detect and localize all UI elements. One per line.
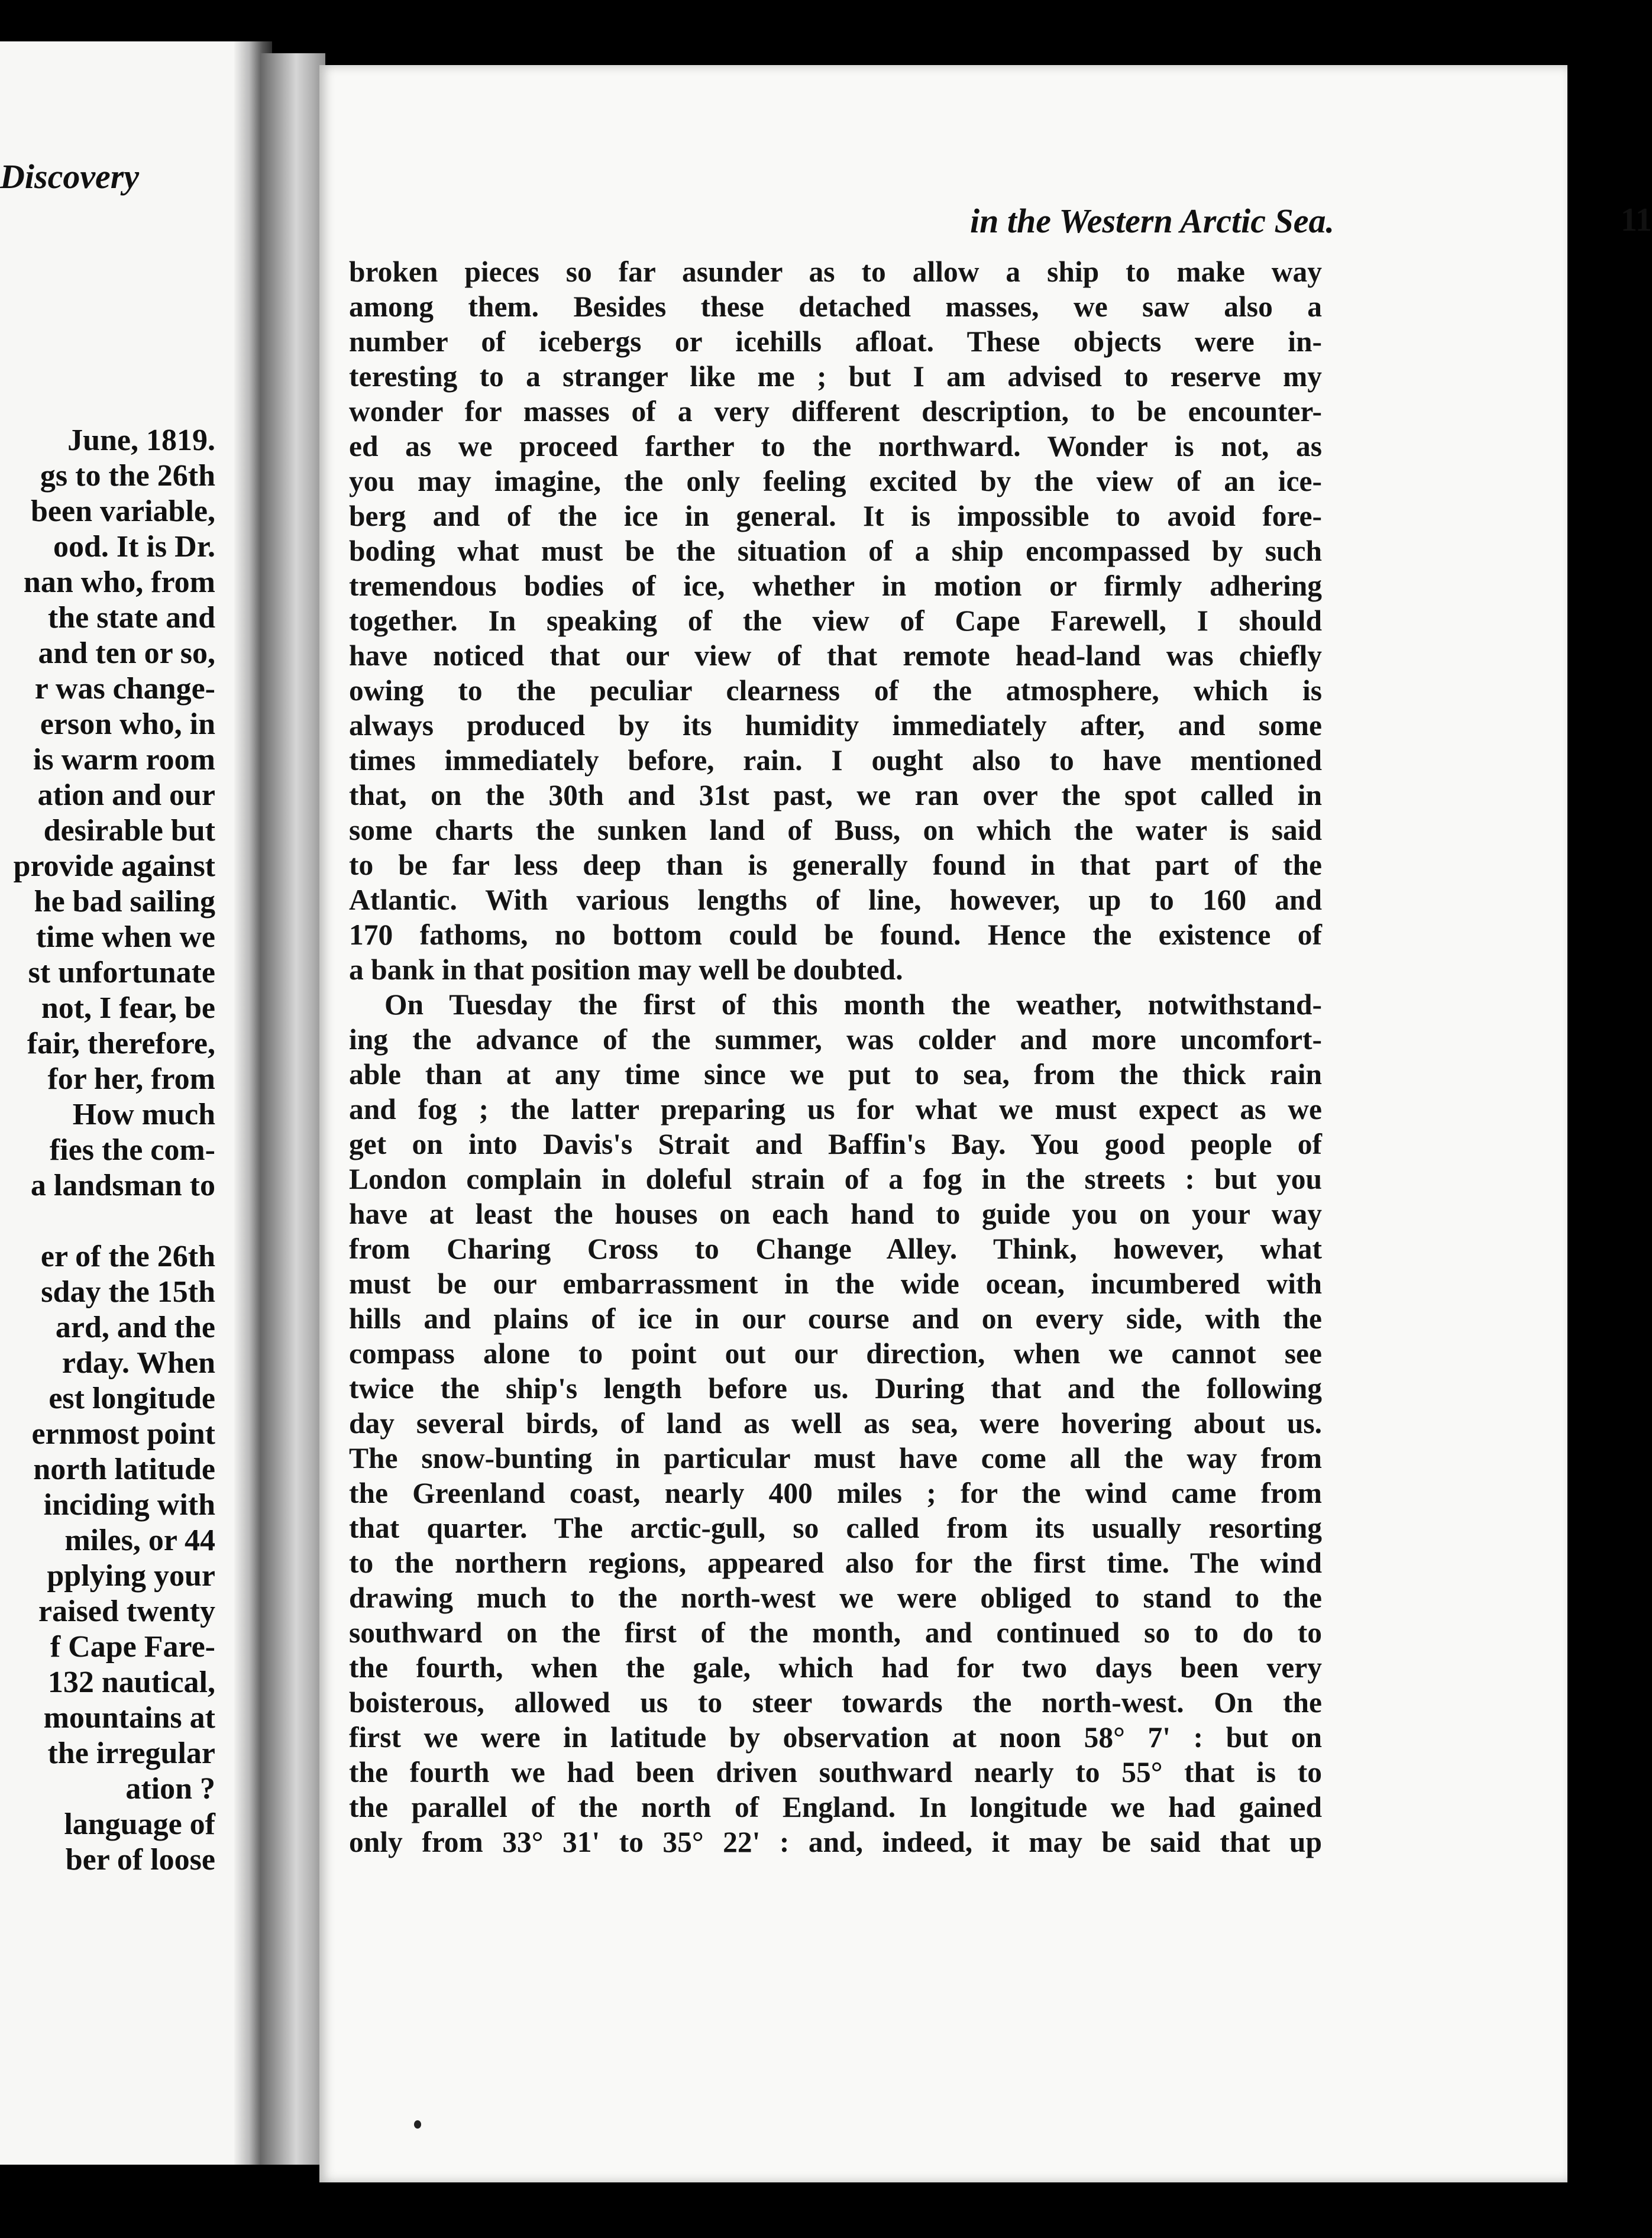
left-page-line: north latitude [33, 1453, 215, 1486]
text-line: day several birds, of land as well as sea, were hovering about us. [349, 1407, 1322, 1440]
text-line: to be far less deep than is generally found in that part of the [349, 849, 1322, 881]
text-line: must be our embarrassment in the wide ocean, incumbered with [349, 1267, 1322, 1300]
text-line: London complain in doleful strain of a fog in the streets : but you [349, 1163, 1322, 1195]
text-line: twice the ship's length before us. During that and the following [349, 1372, 1322, 1405]
left-page-line: How much [72, 1098, 215, 1131]
left-page-line: and ten or so, [38, 636, 215, 670]
left-page-line: is warm room [33, 743, 215, 777]
text-line: teresting to a stranger like me ; but I am advised to reserve my [349, 360, 1322, 393]
left-page-line: ber of loose [65, 1843, 215, 1877]
left-page-line: mountains at [43, 1701, 215, 1735]
text-line: from Charing Cross to Change Alley. Think, however, what [349, 1233, 1322, 1265]
left-page-line: er of the 26th [40, 1240, 215, 1273]
left-page-line: fies the com- [49, 1133, 215, 1167]
text-line: that quarter. The arctic-gull, so called from its usually resorting [349, 1512, 1322, 1544]
left-page-line: gs to the 26th [40, 459, 215, 493]
left-page-line: f Cape Fare- [50, 1630, 215, 1664]
left-page-line: 132 nautical, [47, 1665, 215, 1699]
left-page-line: st unfortunate [28, 956, 215, 989]
left-page-line: ation ? [125, 1772, 215, 1806]
left-page-text [14, 423, 215, 1878]
left-page-line: fair, therefore, [27, 1027, 215, 1060]
text-line: you may imagine, the only feeling excited by the view of an ice- [349, 465, 1322, 497]
left-page-line: sday the 15th [41, 1275, 215, 1309]
text-line: that, on the 30th and 31st past, we ran over the spot called in [349, 779, 1322, 811]
text-line: hills and plains of ice in our course and on every side, with the [349, 1302, 1322, 1335]
text-line: broken pieces so far asunder as to allow a ship to make way [349, 256, 1322, 288]
text-line: a bank in that position may well be doubted. [349, 953, 903, 986]
text-line: drawing much to the north-west we were obliged to stand to the [349, 1582, 1322, 1614]
text-line: times immediately before, rain. I ought also to have mentioned [349, 744, 1322, 777]
left-page-line: language of [64, 1807, 215, 1841]
text-line: together. In speaking of the view of Cape Farewell, I should [349, 604, 1322, 637]
left-page-line: for her, from [47, 1062, 215, 1096]
text-line: get on into Davis's Strait and Baffin's Bay. You good people of [349, 1128, 1322, 1160]
text-line: among them. Besides these detached masses, we saw also a [349, 290, 1322, 323]
left-page-line: he bad sailing [34, 885, 215, 919]
left-page-line: the state and [47, 601, 215, 635]
left-page-line: a landsman to [30, 1169, 215, 1202]
left-page-line: raised twenty [38, 1595, 215, 1628]
book-spine [260, 53, 325, 2165]
page-number: 11 [1621, 202, 1652, 238]
left-page-line [14, 1204, 215, 1239]
text-line: ing the advance of the summer, was colder and more uncomfort- [349, 1023, 1322, 1056]
text-line: the parallel of the north of England. In longitude we had gained [349, 1791, 1322, 1823]
left-page-line: miles, or 44 [64, 1524, 215, 1557]
left-page-line: desirable but [43, 814, 215, 848]
text-line: and fog ; the latter preparing us for what we must expect as we [349, 1093, 1322, 1126]
text-line: southward on the first of the month, and continued so to do to [349, 1616, 1322, 1649]
text-line: ed as we proceed farther to the northward. Wonder is not, as [349, 430, 1322, 463]
left-page-line: r was change- [34, 672, 215, 706]
text-line: Atlantic. With various lengths of line, however, up to 160 and [349, 884, 1322, 916]
text-line: 170 fathoms, no bottom could be found. Hence the existence of [349, 919, 1322, 951]
left-page-line: not, I fear, be [41, 991, 215, 1025]
text-line: tremendous bodies of ice, whether in motion or firmly adhering [349, 570, 1322, 602]
running-head [651, 201, 1652, 248]
right-page [319, 65, 1652, 2182]
left-page-line: ood. It is Dr. [53, 530, 215, 564]
left-page-line: provide against [13, 849, 215, 883]
text-line: wonder for masses of a very different description, to be encounter- [349, 395, 1322, 428]
left-page-line: ard, and the [55, 1311, 215, 1344]
left-page-line: been variable, [31, 494, 215, 528]
left-page-line: time when we [35, 920, 215, 954]
text-line: only from 33° 31' to 35° 22' : and, indeed, it may be said that up [349, 1826, 1322, 1858]
text-line: the fourth, when the gale, which had for two days been very [349, 1651, 1322, 1684]
left-page-line: June, 1819. [67, 423, 215, 457]
text-line: able than at any time since we put to sea, from the thick rain [349, 1058, 1322, 1091]
ink-speck [414, 2120, 421, 2129]
left-page-line: the irregular [47, 1736, 215, 1770]
text-line: boding what must be the situation of a ship encompassed by such [349, 535, 1322, 567]
text-line: have noticed that our view of that remote head-land was chiefly [349, 639, 1322, 672]
left-page-line: pplying your [47, 1559, 215, 1593]
text-line: always produced by its humidity immediately after, and some [349, 709, 1322, 742]
text-line: boisterous, allowed us to steer towards the north-west. On the [349, 1686, 1322, 1719]
left-page-line: ernmost point [31, 1417, 215, 1451]
left-page-line: rday. When [62, 1346, 215, 1380]
running-title: in the Western Arctic Sea. [970, 202, 1335, 240]
text-line: number of icebergs or icehills afloat. These objects were in- [349, 325, 1322, 358]
text-line: have at least the houses on each hand to guide you on your way [349, 1198, 1322, 1230]
left-page-line: est longitude [49, 1382, 215, 1415]
body-text [349, 254, 1322, 1859]
text-line: the Greenland coast, nearly 400 miles ; for the wind came from [349, 1477, 1322, 1509]
text-line: to the northern regions, appeared also for the first time. The wind [349, 1547, 1322, 1579]
left-page-line: erson who, in [40, 707, 215, 741]
text-line: owing to the peculiar clearness of the atmosphere, which is [349, 674, 1322, 707]
text-line: first we were in latitude by observation at noon 58° 7' : but on [349, 1721, 1322, 1754]
text-line: some charts the sunken land of Buss, on which the water is said [349, 814, 1322, 846]
left-page-running-title: Discovery [0, 157, 140, 196]
text-line: compass alone to point out our direction, when we cannot see [349, 1337, 1322, 1370]
left-page-line: ation and our [37, 778, 215, 812]
text-line: The snow-bunting in particular must have come all the way from [349, 1442, 1322, 1474]
text-line: On Tuesday the first of this month the weather, notwithstand- [384, 988, 1322, 1021]
left-page-line: inciding with [43, 1488, 215, 1522]
text-line: berg and of the ice in general. It is impossible to avoid fore- [349, 500, 1322, 532]
left-page-line: nan who, from [23, 565, 215, 599]
left-page-fragment [0, 41, 272, 2165]
text-line: the fourth we had been driven southward nearly to 55° that is to [349, 1756, 1322, 1789]
